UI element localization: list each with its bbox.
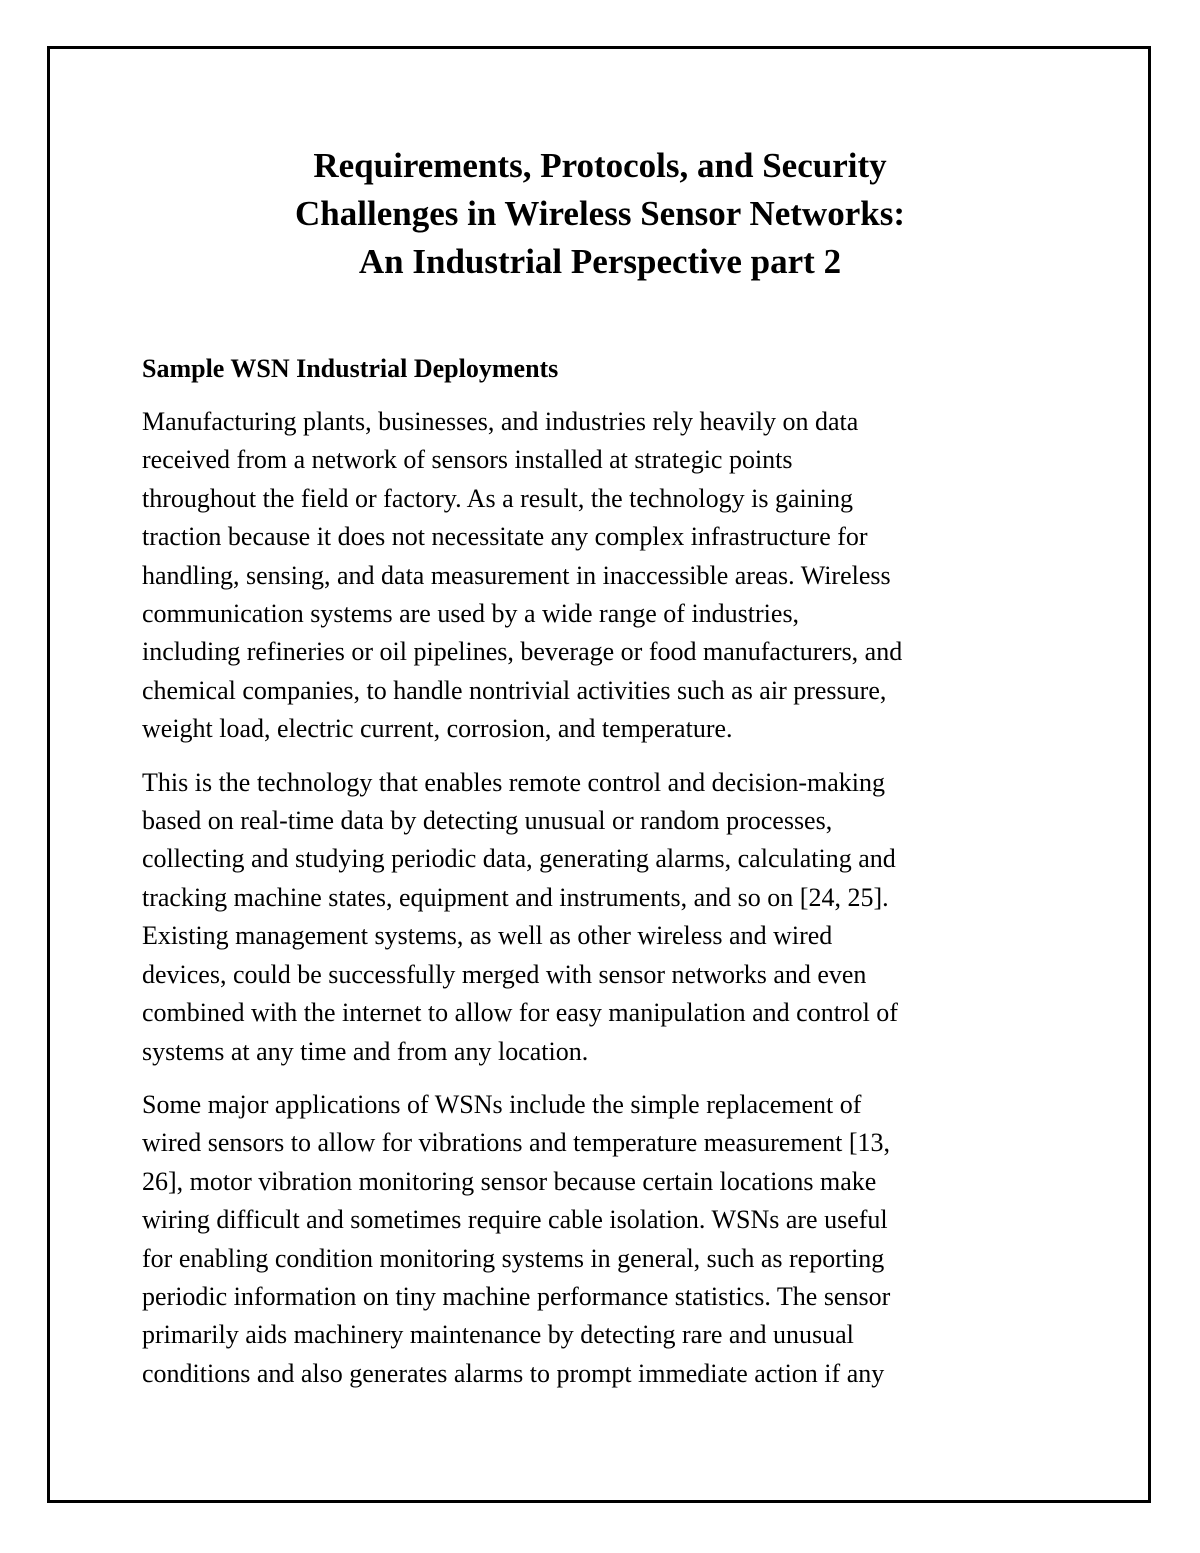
text-line: devices, could be successfully merged with sensor networks and even <box>142 959 867 989</box>
document-body <box>142 350 1072 1408</box>
text-line: tracking machine states, equipment and instruments, and so on [24, 25]. <box>142 882 889 912</box>
text-line: Some major applications of WSNs include the simple replacement of <box>142 1089 862 1119</box>
text-line: received from a network of sensors installed at strategic points <box>142 445 793 475</box>
text-line: conditions and also generates alarms to prompt immediate action if any <box>142 1358 885 1388</box>
title-line: Challenges in Wireless Sensor Networks: <box>295 194 905 233</box>
text-line: based on real-time data by detecting unusual or random processes, <box>142 806 833 836</box>
text-line: combined with the internet to allow for easy manipulation and control of <box>142 998 898 1028</box>
text-line: communication systems are used by a wide range of industries, <box>142 599 800 629</box>
text-line: including refineries or oil pipelines, beverage or food manufacturers, and <box>142 637 903 667</box>
paragraph-3 <box>142 1086 1072 1393</box>
text-line: traction because it does not necessitate any complex infrastructure for <box>142 522 868 552</box>
document-title <box>0 142 1200 286</box>
text-line: 26], motor vibration monitoring sensor because certain locations make <box>142 1166 877 1196</box>
text-line: chemical companies, to handle nontrivial activities such as air pressure, <box>142 675 887 705</box>
text-line: periodic information on tiny machine performance statistics. The sensor <box>142 1281 891 1311</box>
text-line: for enabling condition monitoring systems in general, such as reporting <box>142 1243 885 1273</box>
text-line: This is the technology that enables remote control and decision-making <box>142 767 885 797</box>
section-heading: Sample WSN Industrial Deployments <box>142 354 559 383</box>
text-line: wired sensors to allow for vibrations and temperature measurement [13, <box>142 1128 890 1158</box>
text-line: throughout the field or factory. As a result, the technology is gaining <box>142 483 853 513</box>
text-line: weight load, electric current, corrosion, and temperature. <box>142 714 733 744</box>
paragraph-1 <box>142 403 1072 749</box>
title-line: An Industrial Perspective part 2 <box>358 242 842 281</box>
paragraph-2 <box>142 764 1072 1071</box>
text-line: Existing management systems, as well as other wireless and wired <box>142 921 833 951</box>
title-line: Requirements, Protocols, and Security <box>313 146 887 185</box>
text-line: Manufacturing plants, businesses, and industries rely heavily on data <box>142 407 859 436</box>
text-line: wiring difficult and sometimes require cable isolation. WSNs are useful <box>142 1205 888 1235</box>
text-line: systems at any time and from any location. <box>142 1036 589 1066</box>
text-line: primarily aids machinery maintenance by detecting rare and unusual <box>142 1320 854 1350</box>
text-line: handling, sensing, and data measurement in inaccessible areas. Wireless <box>142 560 891 590</box>
text-line: collecting and studying periodic data, generating alarms, calculating and <box>142 844 896 874</box>
